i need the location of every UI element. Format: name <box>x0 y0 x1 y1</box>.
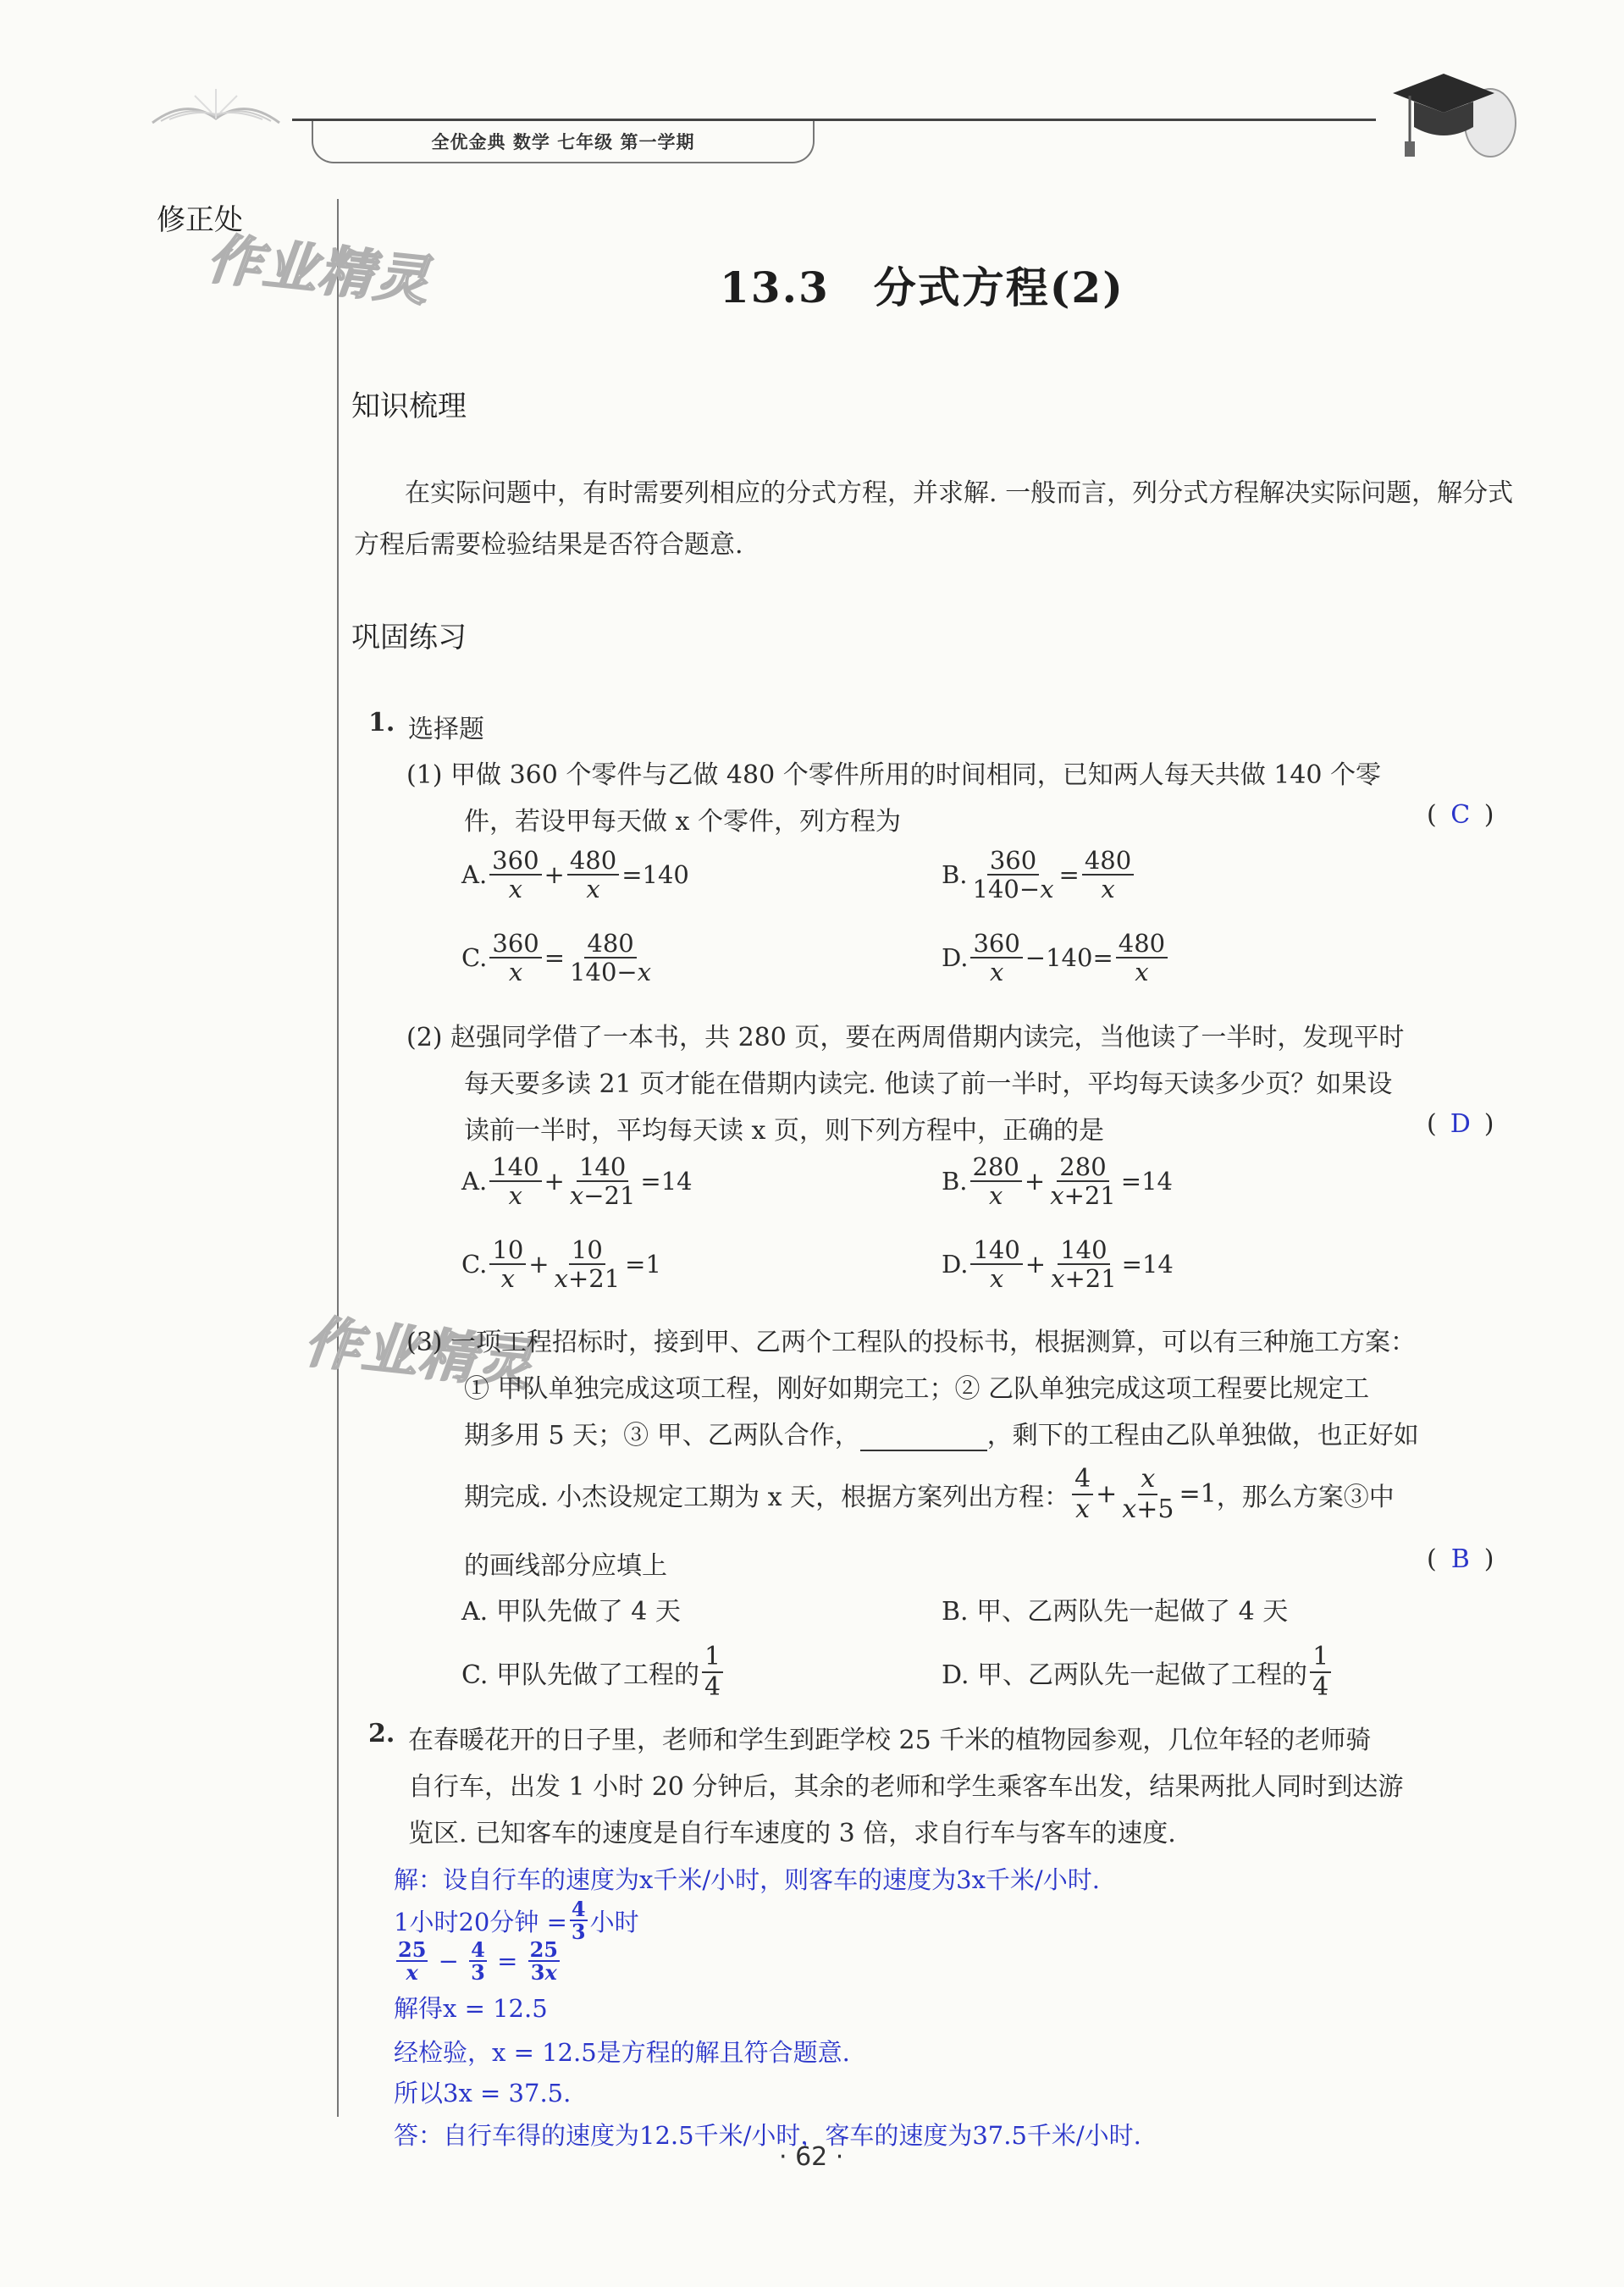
solution-line-2: 1小时20分钟 = $\frac{4}{3}$ 小时 <box>394 1897 639 1945</box>
solution-line-1: 解：设自行车的速度为x千米/小时，则客车的速度为3x千米/小时. <box>394 1865 1100 1894</box>
q1-2-line2: 每天要多读 21 页才能在借期内读完. 他读了前一半时，平均每天读多少页？如果设 <box>464 1069 1393 1099</box>
q1-3-line4: 期完成. 小杰设规定工期为 x 天，根据方案列出方程： $\frac{4}{x}$ + $\frac{x}{x+5}$ =1 ，那么方案③中 <box>464 1464 1395 1524</box>
q1-3-option-b: B. 甲、乙两队先一起做了 4 天 <box>942 1597 1289 1627</box>
correction-margin-label: 修正处 <box>157 203 243 237</box>
page-title: 13.3 分式方程(2) <box>720 262 1124 312</box>
q1-3-option-a: A. 甲队先做了 4 天 <box>461 1597 681 1627</box>
q1-2-option-c: C. $\frac{10}{x}$ + $\frac{10}{x+21}$ =1 <box>461 1235 661 1294</box>
fill-blank <box>860 1426 987 1451</box>
question-heading: 选择题 <box>408 715 484 744</box>
answer-bracket: ( C ) <box>1427 800 1494 830</box>
q1-3-answer: B <box>1450 1544 1470 1574</box>
q1-2-option-b: B. $\frac{280}{x}$ + $\frac{280}{x+21}$ =14 <box>942 1152 1173 1211</box>
q1-2-option-d: D. $\frac{140}{x}$ + $\frac{140}{x+21}$ =14 <box>942 1235 1174 1294</box>
q1-3-option-c: C. 甲队先做了工程的 $\frac{1}{4}$ <box>461 1643 726 1701</box>
q2-line3: 览区. 已知客车的速度是自行车速度的 3 倍，求自行车与客车的速度. <box>408 1819 1176 1848</box>
watermark: 作业精灵 <box>204 228 434 314</box>
q1-3-line2: ① 甲队单独完成这项工程，刚好如期完工；② 乙队单独完成这项工程要比规定工 <box>464 1374 1370 1404</box>
q1-1-answer: C <box>1450 800 1471 830</box>
q1-3-line1: (3) 一项工程招标时，接到甲、乙两个工程队的投标书，根据测算，可以有三种施工方案： <box>406 1328 1417 1357</box>
solution-line-6: 所以3x = 37.5. <box>394 2079 572 2107</box>
q2-line2: 自行车，出发 1 小时 20 分钟后，其余的老师和学生乘客车出发，结果两批人同时到达游 <box>408 1772 1404 1802</box>
review-text: 在实际问题中，有时需要列相应的分式方程，并求解. 一般而言，列分式方程解决实际问题，解分式方程后需要检验结果是否符合题意. <box>354 478 1514 560</box>
q1-1-option-a: A. $\frac{360}{x}$ + $\frac{480}{x}$ =140 <box>461 846 689 904</box>
running-title: 全优金典 数学 七年级 第一学期 <box>312 121 815 163</box>
question-number: 2. <box>368 1719 395 1748</box>
q1-2-line1: (2) 赵强同学借了一本书，共 280 页，要在两周借期内读完，当他读了一半时，发现平时 <box>406 1023 1405 1052</box>
q1-1-option-b: B. $\frac{360}{140-x}$ = $\frac{480}{x}$ <box>942 847 1136 903</box>
q1-1-option-c: C. $\frac{360}{x}$ = $\frac{480}{140-x}$ <box>461 929 652 987</box>
margin-rule <box>337 199 339 2117</box>
q1-3-option-d: D. 甲、乙两队先一起做了工程的 $\frac{1}{4}$ <box>942 1643 1334 1701</box>
solution-line-7: 答：自行车得的速度为12.5千米/小时，客车的速度为37.5千米/小时. <box>394 2121 1141 2150</box>
section-heading-practice: 巩固练习 <box>351 621 467 655</box>
q1-3-line5: 的画线部分应填上 <box>464 1551 667 1581</box>
q1-3-line3: 期多用 5 天；③ 甲、乙两队合作， ，剩下的工程由乙队单独做，也正好如 <box>464 1421 1419 1450</box>
question-number: 1. <box>368 708 395 737</box>
graduation-cap-icon <box>1384 64 1528 165</box>
q1-2-answer: D <box>1450 1109 1471 1139</box>
book-logo-icon <box>144 80 288 131</box>
q1-1-line2: 件，若设甲每天做 x 个零件，列方程为 <box>464 807 901 837</box>
solution-line-4: 解得x = 12.5 <box>394 1994 548 2023</box>
answer-bracket: ( D ) <box>1427 1109 1494 1139</box>
solution-line-3: 25 x − 4 3 = 25 3x <box>398 1937 559 1986</box>
solution-line-5: 经检验，x = 12.5是方程的解且符合题意. <box>394 2038 850 2067</box>
page-number: · 62 · <box>779 2142 844 2172</box>
watermark: 作业精灵 <box>301 1308 538 1398</box>
q1-2-line3: 读前一半时，平均每天读 x 页，则下列方程中，正确的是 <box>464 1116 1104 1146</box>
section-heading-review: 知识梳理 <box>351 389 467 423</box>
answer-bracket: ( B ) <box>1427 1544 1494 1574</box>
q1-2-option-a: A. $\frac{140}{x}$ + $\frac{140}{x-21}$ =14 <box>461 1152 693 1211</box>
q1-1-option-d: D. $\frac{360}{x}$ −140= $\frac{480}{x}$ <box>942 930 1170 986</box>
q2-line1: 在春暖花开的日子里，老师和学生到距学校 25 千米的植物园参观，几位年轻的老师骑 <box>408 1726 1372 1755</box>
q1-1-line1: (1) 甲做 360 个零件与乙做 480 个零件所用的时间相同，已知两人每天共做 140 个零 <box>406 760 1382 790</box>
